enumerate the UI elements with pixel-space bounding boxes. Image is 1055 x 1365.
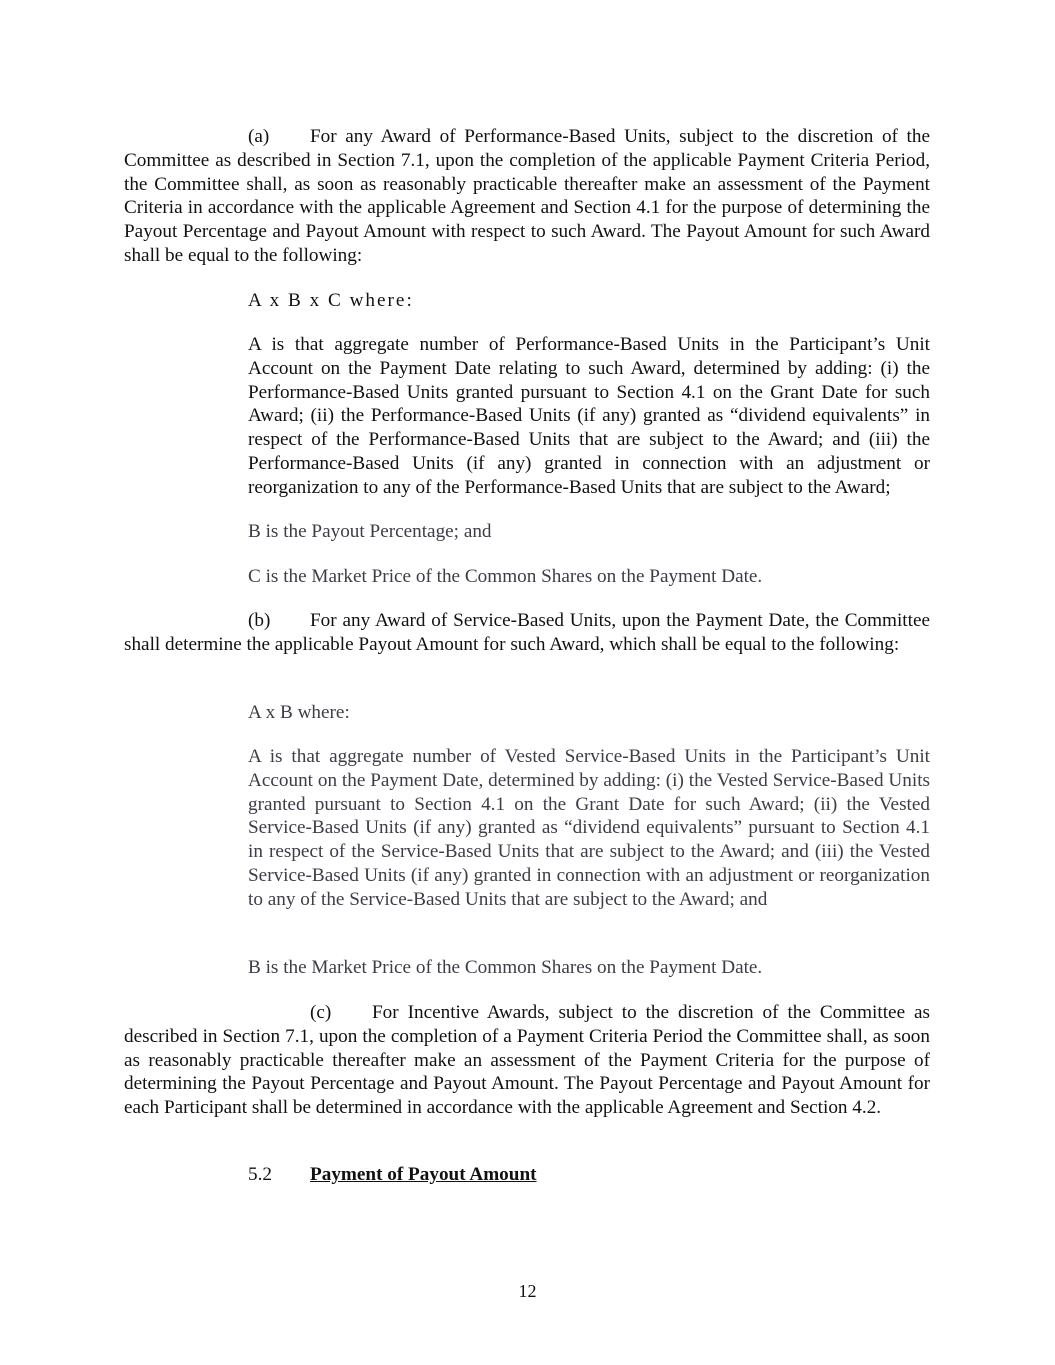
paragraph-b-label: (b) [248,610,271,631]
section-heading [248,1163,537,1187]
formula-a: A x B x C where: [248,290,414,311]
paragraph-a [124,125,930,268]
page-number: 12 [518,1281,537,1301]
definition-a-C: C is the Market Price of the Common Shares on the Payment Date. [248,566,763,587]
definition-a-B: B is the Payout Percentage; and [248,521,492,542]
paragraph-a-label: (a) [248,126,270,147]
definition-b-A: A is that aggregate number of Vested Service-Based Units in the Participant’s Unit Account on the Payment Date, determined by adding: (i) the Vested Service-Based Units granted pursuant to Section 4.1 on the Grant Date for such Award; (ii) the Vested Service-Based Units (if any) granted as “dividend equivalents” pursuant to Section 4.1 in respect of the Service-Based Units that are subject to the Award; and (iii) the Vested Service-Based Units (if any) granted in connection with an adjustment or reorganization to any of the Service-Based Units that are subject to the Award; and [248,746,930,910]
paragraph-c-label: (c) [310,1002,332,1023]
paragraph-b-text: For any Award of Service-Based Units, upon the Payment Date, the Committee shall determine the applicable Payout Amount for such Award, which shall be equal to the following: [124,610,930,655]
paragraph-a-text: For any Award of Performance-Based Units, subject to the discretion of the Committee as described in Section 7.1, upon the completion of the applicable Payment Criteria Period, the Committee shall, as soon as reasonably practicable thereafter make an assessment of the Payment Criteria in accordance with the applicable Agreement and Section 4.1 for the purpose of determining the Payout Percentage and Payout Amount with respect to such Award. The Payout Amount for such Award shall be equal to the following: [124,126,930,266]
paragraph-c-text: For Incentive Awards, subject to the discretion of the Committee as described in Section 7.1, upon the completion of a Payment Criteria Period the Committee shall, as soon as reasonably practicable thereafter make an assessment of the Payment Criteria for the purpose of determining the Payout Percentage and Payout Amount. The Payout Percentage and Payout Amount for each Participant shall be determined in accordance with the applicable Agreement and Section 4.2. [124,1002,930,1119]
section-title: Payment of Payout Amount [310,1164,537,1185]
formula-b: A x B where: [248,702,350,723]
paragraph-b [124,609,930,657]
definition-a-A: A is that aggregate number of Performance-Based Units in the Participant’s Unit Account on the Payment Date relating to such Award, determined by adding: (i) the Performance-Based Units granted pursuant to Section 4.1 on the Grant Date for such Award; (ii) the Performance-Based Units (if any) granted as “dividend equivalents” in respect of the Performance-Based Units that are subject to the Award; and (iii) the Performance-Based Units (if any) granted in connection with an adjustment or reorganization to any of the Performance-Based Units that are subject to the Award; [248,334,930,498]
section-number: 5.2 [248,1164,272,1185]
definition-b-B: B is the Market Price of the Common Shares on the Payment Date. [248,957,763,978]
paragraph-c [124,1001,930,1120]
